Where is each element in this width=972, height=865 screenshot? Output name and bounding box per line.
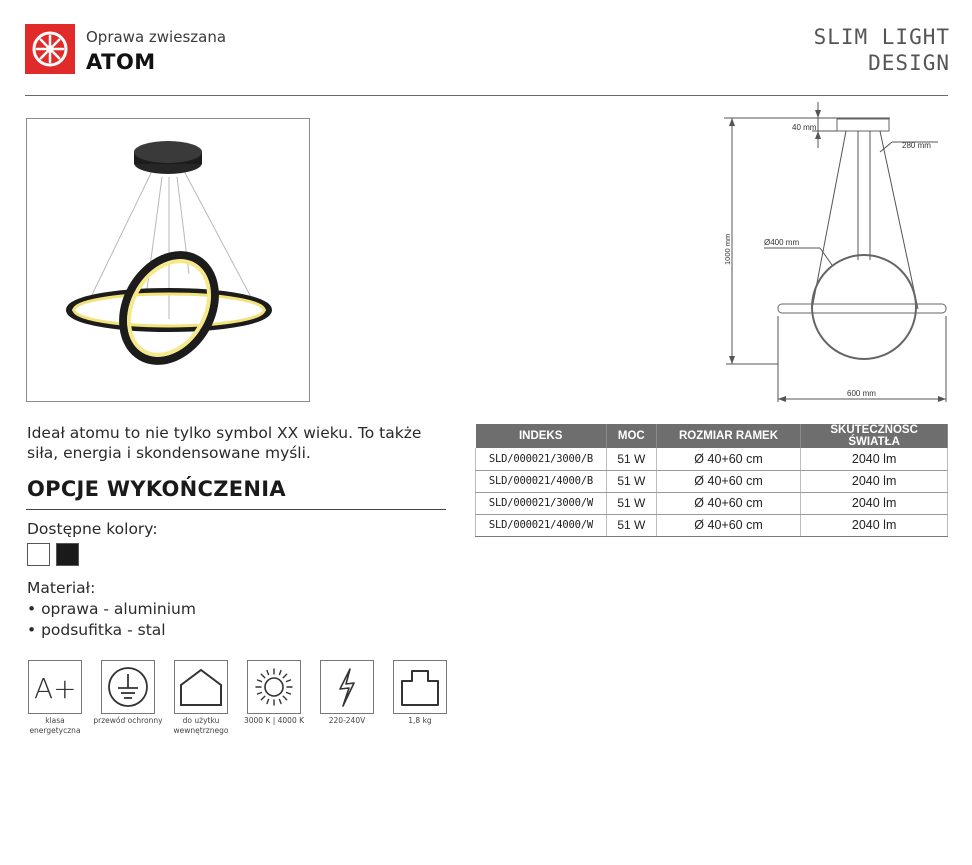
header-divider <box>25 95 948 96</box>
indoor-house-icon <box>174 660 228 714</box>
material-item: • oprawa - aluminium <box>27 600 196 618</box>
table-row <box>476 448 948 470</box>
material-item: • podsufitka - stal <box>27 621 166 639</box>
brand-line-1: SLIM LIGHT <box>813 25 950 49</box>
colors-label: Dostępne kolory: <box>27 520 158 538</box>
brand-wordmark <box>814 24 950 76</box>
energy-class-label: klasa energetyczna <box>29 716 81 735</box>
ring-diameter-label: Ø400 mm <box>764 238 800 247</box>
cell-frame-size: Ø 40+60 cm <box>656 448 801 470</box>
cell-power: 51 W <box>606 448 656 470</box>
sun-color-temp-icon <box>247 660 301 714</box>
column-header: INDEKS <box>476 424 607 448</box>
cell-luminous-efficacy: 2040 lm <box>801 470 948 492</box>
sun-wheel-icon <box>25 24 75 74</box>
spec-table <box>475 424 948 537</box>
color-swatch-black <box>56 543 79 566</box>
table-row <box>476 470 948 492</box>
lamp-illustration <box>27 119 309 401</box>
cell-power: 51 W <box>606 492 656 514</box>
height-dimension-label: 1000 mm <box>723 233 732 265</box>
product-category: Oprawa zwieszana <box>86 28 227 46</box>
energy-class-icon <box>28 660 82 714</box>
cell-frame-size: Ø 40+60 cm <box>656 514 801 536</box>
column-header: MOC <box>606 424 656 448</box>
brand-logo <box>25 24 75 74</box>
canopy-width-label: 280 mm <box>902 141 931 150</box>
finish-options-heading: OPCJE WYKOŃCZENIA <box>27 477 286 501</box>
ground-wire-icon <box>101 660 155 714</box>
table-row <box>476 514 948 536</box>
column-header: ROZMIAR RAMEK <box>656 424 801 448</box>
canopy-height-label: 40 mm <box>792 123 817 132</box>
table-header-row <box>476 424 948 448</box>
cell-index: SLD/000021/4000/B <box>476 470 607 492</box>
brand-line-2: DESIGN <box>868 51 950 75</box>
color-temp-label: 3000 K | 4000 K <box>243 716 305 725</box>
cell-index: SLD/000021/3000/W <box>476 492 607 514</box>
lightning-voltage-icon <box>320 660 374 714</box>
voltage-label: 220-240V <box>328 716 366 725</box>
cell-luminous-efficacy: 2040 lm <box>801 514 948 536</box>
column-header: SKUTECZNOŚĆ ŚWIATŁA <box>801 424 948 448</box>
cell-frame-size: Ø 40+60 cm <box>656 492 801 514</box>
weight-label: 1,8 kg <box>408 716 432 725</box>
color-swatch-white <box>27 543 50 566</box>
technical-drawing <box>720 100 952 405</box>
width-dimension-label: 600 mm <box>847 389 876 398</box>
dimension-diagram <box>720 100 952 405</box>
indoor-house-label: do użytku wewnętrznego <box>173 716 229 735</box>
section-divider <box>26 509 446 510</box>
energy-class-symbol: A+ <box>34 672 77 705</box>
table-row <box>476 492 948 514</box>
cell-luminous-efficacy: 2040 lm <box>801 492 948 514</box>
cell-index: SLD/000021/3000/B <box>476 448 607 470</box>
cell-luminous-efficacy: 2040 lm <box>801 448 948 470</box>
cell-index: SLD/000021/4000/W <box>476 514 607 536</box>
weight-icon <box>393 660 447 714</box>
ground-wire-label: przewód ochronny <box>93 716 163 725</box>
cell-power: 51 W <box>606 514 656 536</box>
cell-power: 51 W <box>606 470 656 492</box>
product-description: Ideał atomu to nie tylko symbol XX wieku. To także siła, energia i skondensowane myśli. <box>27 424 422 462</box>
cell-frame-size: Ø 40+60 cm <box>656 470 801 492</box>
material-label: Materiał: <box>27 579 96 597</box>
product-photo <box>26 118 310 402</box>
product-title: ATOM <box>86 50 156 74</box>
